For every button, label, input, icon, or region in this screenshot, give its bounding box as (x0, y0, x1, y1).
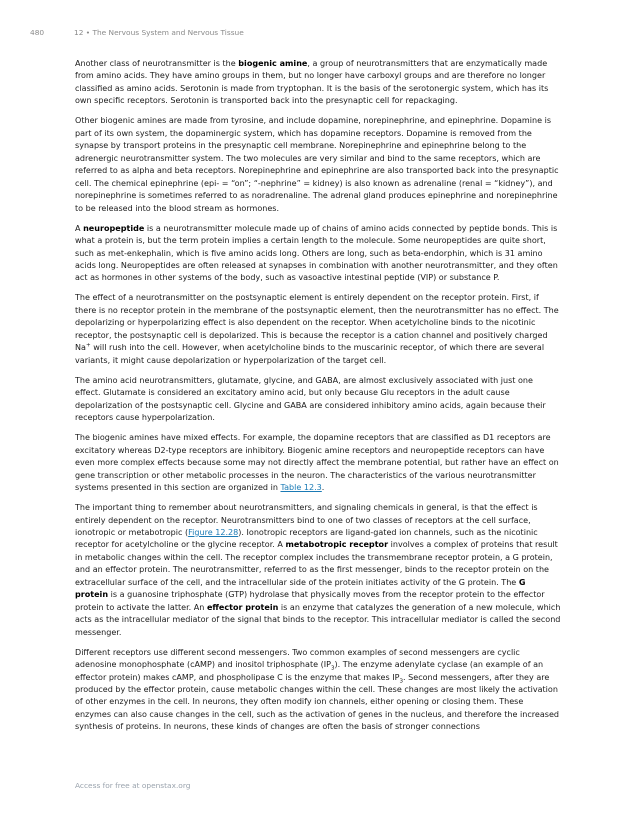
text-run: Another class of neurotransmitter is the (75, 59, 239, 68)
text-run: involves a complex of proteins that result in metabolic changes within the cell. The receptor complex includes the transmembrane receptor protein, a G protein, and an effector protein. The neurotransmitter, referred to as the first messenger, binds to the receptor protein on the extracellular surface of the cell, and the intracellular side of the protein initiates activity of the G protein. The (75, 540, 558, 587)
text-run: , a group of neurotransmitters that are enzymatically made from amino acids. They have amino groups in them, but no longer have carboxyl groups and are therefore no longer classified as amino acids. Serotonin is made from tryptophan. It is the basis of the serotonergic system, which has its own specific receptors. Serotonin is transported back into the presynaptic cell for repackaging. (75, 59, 549, 106)
text-run: . Second messengers, after they are produced by the effector protein, cause metabolic changes within the cell. These changes are most likely the activation of other enzymes in the cell. In neurons, they often modify ion channels, either opening or closing them. These enzymes can also cause changes in the cell, such as the activation of genes in the nucleus, and therefore the increased synthesis of proteins. In neurons, these kinds of changes are often the basis of stronger connections (75, 672, 560, 732)
paragraph-second-messengers (75, 647, 561, 734)
paragraph-neuropeptide (75, 223, 561, 285)
text-run: The important thing to remember about neurotransmitters, and signaling chemicals in general, is that the effect is entirely dependent on the receptor. Neurotransmitters bind to one of two classes of receptors at the cell surface, ionotropic or metabotropic ( (75, 503, 538, 537)
text-run: ). Ionotropic receptors are ligand-gated ion channels, such as the nicotinic receptor for acetylcholine or the glycine receptor. A (75, 527, 538, 550)
key-term-metabotropic-receptor: metabotropic receptor (285, 540, 389, 550)
paragraph-biogenic-amine (75, 58, 561, 108)
footer-access-note: Access for free at openstax.org (75, 781, 191, 790)
paragraph-receptor-effect (75, 292, 561, 367)
text-run: will rush into the cell. However, when acetylcholine binds to the muscarinic receptor, of which there are several variants, it might cause depolarization or hyperpolarization of the target cell. (75, 343, 545, 365)
body-text (75, 58, 561, 741)
text-run: The biogenic amines have mixed effects. For example, the dopamine receptors that are classified as D1 receptors are excitatory whereas D2-type receptors are inhibitory. Biogenic amine receptors and neuropeptide receptors can have even more complex effects because some may not directly affect the membrane potential, but rather have an effect on gene transcription or other metabolic processes in the neuron. The characteristics of the various neurotransmitter systems presented in this section are organized in (75, 433, 559, 493)
subscript-3: 3 (330, 665, 335, 672)
page-number: 480 (30, 28, 45, 37)
paragraph-receptor-classes (75, 502, 561, 639)
paragraph-mixed-effects (75, 432, 561, 494)
paragraph-amino-acid-neurotransmitters: The amino acid neurotransmitters, glutamate, glycine, and GABA, are almost exclusively associated with just one effect. Glutamate is considered an excitatory amino acid, but only because Glu receptors in the adult cause depolarization of the postsynaptic cell. Glycine and GABA are considered inhibitory amino acids, again because their receptors cause hyperpolarization. (75, 375, 546, 423)
key-term-effector-protein: effector protein (206, 602, 279, 612)
paragraph-other-biogenic-amines: Other biogenic amines are made from tyrosine, and include dopamine, norepinephrine, and epinephrine. Dopamine is part of its own system, the dopaminergic system, which has dopamine receptors. Dopamine is removed from the synapse by transport proteins in the presynaptic cell membrane. Norepinephrine and epinephrine belong to the adrenergic neurotransmitter system. The two molecules are very similar and bind to the same receptors, which are referred to as alpha and beta receptors. Norepinephrine and epinephrine are also transported back into the presynaptic cell. The chemical epinephrine (epi- = “on”; “-nephrine” = kidney) is also known as adrenaline (renal = “kidney”), and norepinephrine is sometimes referred to as noradrenaline. The adrenal gland produces epinephrine and norepinephrine to be released into the blood stream as hormones. (75, 116, 559, 213)
text-run: A (75, 223, 84, 233)
key-term-biogenic-amine: biogenic amine (238, 59, 308, 68)
text-run: is an enzyme that catalyzes the generation of a new molecule, which acts as the intracellular mediator of the signal that binds to the receptor. This intracellular mediator is called the second messenger. (75, 602, 561, 637)
text-run: Different receptors use different second messengers. Two common examples of second messengers are cyclic adenosine monophosphate (cAMP) and inositol triphosphate (IP (75, 647, 520, 670)
text-run: . (321, 483, 325, 493)
running-head (30, 28, 244, 37)
text-run: is a neurotransmitter molecule made up of chains of amino acids connected by peptide bonds. This is what a protein is, but the term protein implies a certain length to the molecule. Some neuropeptides are quite short, such as met-enkephalin, which is five amino acids long. Others are long, such as beta-endorphin, which is 31 amino acids long. Neuropeptides are often released at synapses in combination with another neurotransmitter, and they often act as hormones in other systems of the body, such as vasoactive intestinal peptide (VIP) or substance P. (75, 223, 558, 283)
superscript-plus: + (85, 342, 91, 349)
key-term-g-protein: G protein (75, 577, 526, 600)
text-run: The effect of a neurotransmitter on the postsynaptic element is entirely dependent on the receptor protein. First, if there is no receptor protein in the membrane of the postsynaptic element, then the neurotransmitter has no effect. The depolarizing or hyperpolarizing effect is also dependent on the receptor. When acetylcholine binds to the nicotinic receptor, the postsynaptic cell is depolarized. This is because the receptor is a cation channel and positively charged Na (75, 293, 559, 353)
text-run: ). The enzyme adenylate cyclase (an example of an effector protein) makes cAMP, and phospholipase C is the enzyme that makes IP (75, 660, 544, 682)
chapter-title: 12 • The Nervous System and Nervous Tissue (74, 28, 244, 37)
key-term-neuropeptide: neuropeptide (83, 223, 145, 233)
text-run: is a guanosine triphosphate (GTP) hydrolase that physically moves from the receptor protein to the effector protein to activate the latter. An (75, 590, 545, 612)
subscript-3: 3 (399, 678, 404, 685)
table-12-3-link[interactable]: Table 12.3 (280, 483, 322, 493)
figure-12-28-link[interactable]: Figure 12.28 (188, 527, 239, 537)
